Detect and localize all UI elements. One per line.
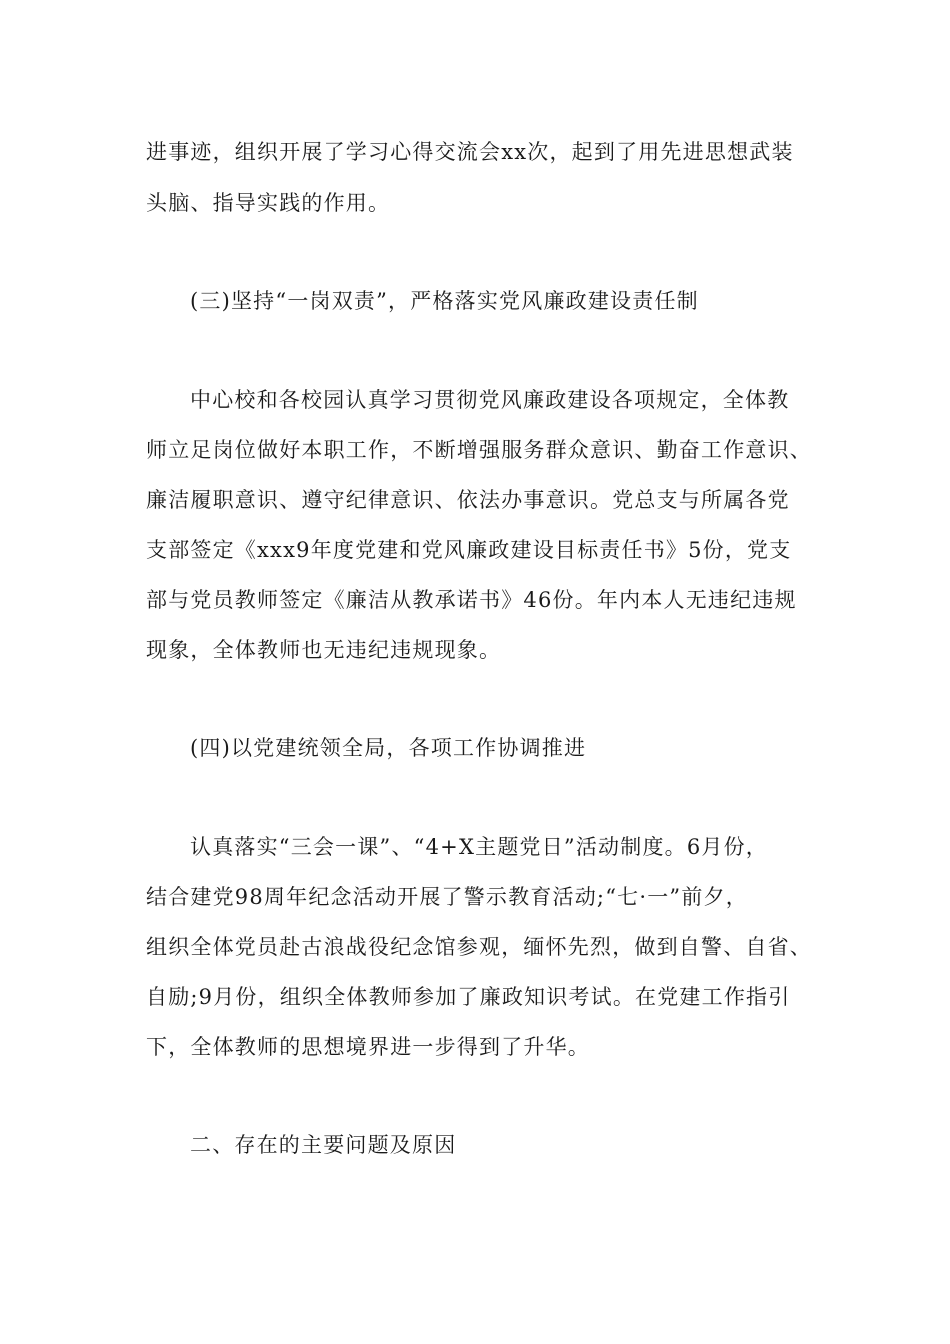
- paragraph-line: 进事迹，组织开展了学习心得交流会xx次，起到了用先进思想武装: [146, 140, 794, 164]
- paragraph-line: 廉洁履职意识、遵守纪律意识、依法办事意识。党总支与所属各党: [146, 488, 790, 512]
- section-heading-4: (四)以党建统领全局，各项工作协调推进: [190, 736, 587, 760]
- paragraph-line: 组织全体党员赴古浪战役纪念馆参观，缅怀先烈，做到自警、自省、: [146, 935, 812, 959]
- paragraph-line: 头脑、指导实践的作用。: [146, 191, 391, 215]
- paragraph-line: 认真落实“三会一课”、“4+X主题党日”活动制度。6月份，: [190, 835, 769, 859]
- paragraph-line: 中心校和各校园认真学习贯彻党风廉政建设各项规定，全体教: [190, 388, 790, 412]
- section-heading-3: (三)坚持“一岗双责”，严格落实党风廉政建设责任制: [190, 289, 699, 313]
- paragraph-line: 现象，全体教师也无违纪违规现象。: [146, 638, 502, 662]
- paragraph-line: 支部签定《xxx9年度党建和党风廉政建设目标责任书》5份，党支: [146, 538, 792, 562]
- section-heading-2: 二、存在的主要问题及原因: [190, 1133, 457, 1157]
- paragraph-line: 师立足岗位做好本职工作，不断增强服务群众意识、勤奋工作意识、: [146, 438, 812, 462]
- paragraph-line: 结合建党98周年纪念活动开展了警示教育活动;“七·一”前夕，: [146, 885, 748, 909]
- paragraph-line: 下，全体教师的思想境界进一步得到了升华。: [146, 1035, 590, 1059]
- paragraph-line: 部与党员教师签定《廉洁从教承诺书》46份。年内本人无违纪违规: [146, 588, 797, 612]
- paragraph-line: 自励;9月份，组织全体教师参加了廉政知识考试。在党建工作指引: [146, 985, 791, 1009]
